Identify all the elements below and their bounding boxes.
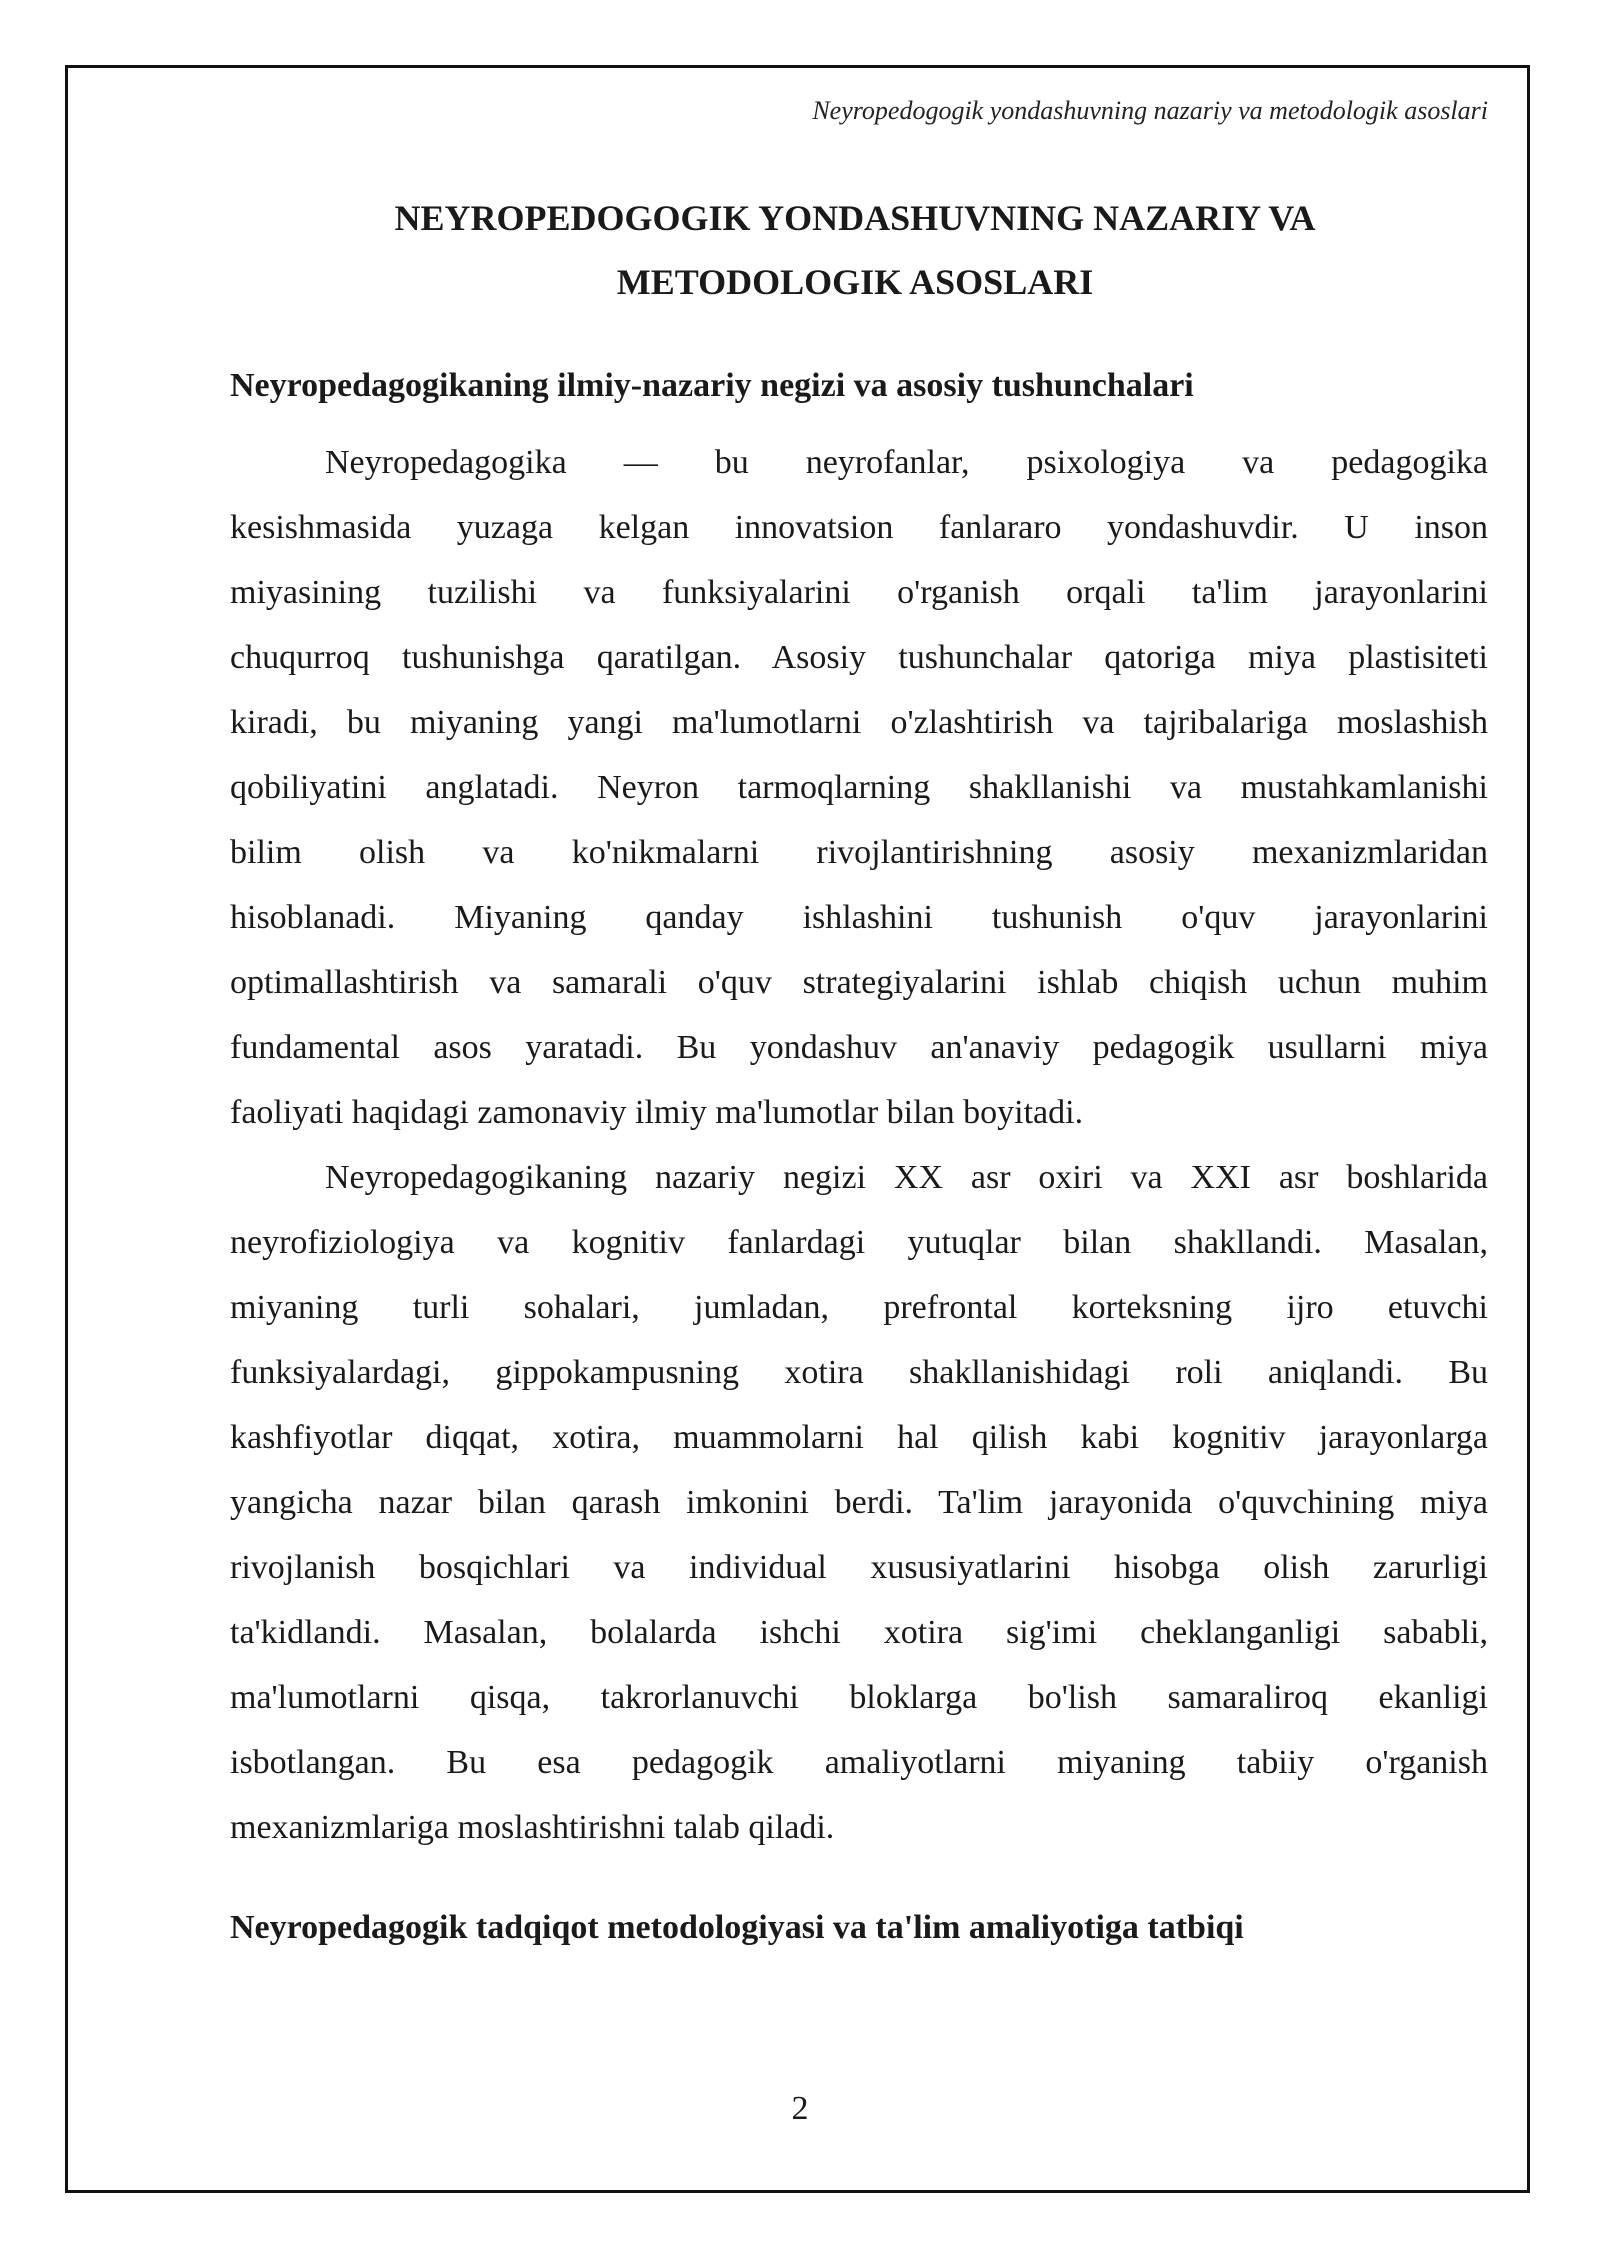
text-line: kashfiyotlar diqqat, xotira, muammolarni hal qilish kabi kognitiv jarayonlarga (230, 1419, 1488, 1456)
text-line: chuqurroq tushunishga qaratilgan. Asosiy tushunchalar qatoriga miya plastisiteti (230, 639, 1488, 676)
text-line: funksiyalardagi, gippokampusning xotira shakllanishidagi roli aniqlandi. Bu (230, 1354, 1488, 1391)
text-line: kiradi, bu miyaning yangi ma'lumotlarni o'zlashtirish va tajribalariga moslashish (230, 704, 1488, 741)
text-line: bilim olish va ko'nikmalarni rivojlantirishning asosiy mexanizmlaridan (230, 834, 1488, 871)
document-title-line-2: METODOLOGIK ASOSLARI (616, 262, 1094, 302)
text-line: Neyropedagogikaning nazariy negizi XX asr oxiri va XXI asr boshlarida (325, 1159, 1488, 1196)
text-line: ta'kidlandi. Masalan, bolalarda ishchi xotira sig'imi cheklanganligi sababli, (230, 1614, 1488, 1651)
text-line: qobiliyatini anglatadi. Neyron tarmoqlarning shakllanishi va mustahkamlanishi (230, 769, 1488, 806)
section-heading-1: Neyropedagogikaning ilmiy-nazariy negizi va asosiy tushunchalari (230, 367, 1194, 404)
text-line: yangicha nazar bilan qarash imkonini berdi. Ta'lim jarayonida o'quvchining miya (230, 1484, 1488, 1521)
text-line: fundamental asos yaratadi. Bu yondashuv an'anaviy pedagogik usullarni miya (230, 1029, 1488, 1066)
paragraph-2 (230, 1145, 1488, 1860)
page-number: 2 (791, 2090, 809, 2127)
paragraph-1 (230, 430, 1488, 1145)
text-line: kesishmasida yuzaga kelgan innovatsion fanlararo yondashuvdir. U inson (230, 509, 1488, 546)
text-line: optimallashtirish va samarali o'quv strategiyalarini ishlab chiqish uchun muhim (230, 964, 1488, 1001)
text-line: faoliyati haqidagi zamonaviy ilmiy ma'lumotlar bilan boyitadi. (230, 1094, 1084, 1131)
text-line: rivojlanish bosqichlari va individual xususiyatlarini hisobga olish zarurligi (230, 1549, 1488, 1586)
document-title (230, 186, 1480, 314)
text-line: isbotlangan. Bu esa pedagogik amaliyotlarni miyaning tabiiy o'rganish (230, 1744, 1488, 1781)
text-line: miyasining tuzilishi va funksiyalarini o'rganish orqali ta'lim jarayonlarini (230, 574, 1488, 611)
text-line: Neyropedagogika — bu neyrofanlar, psixologiya va pedagogika (325, 444, 1488, 481)
document-title-line-1: NEYROPEDOGOGIK YONDASHUVNING NAZARIY VA (394, 198, 1316, 238)
text-line: hisoblanadi. Miyaning qanday ishlashini tushunish o'quv jarayonlarini (230, 899, 1488, 936)
running-header: Neyropedogogik yondashuvning nazariy va metodologik asoslari (812, 96, 1488, 125)
text-line: neyrofiziologiya va kognitiv fanlardagi yutuqlar bilan shakllandi. Masalan, (230, 1224, 1488, 1261)
text-line: mexanizmlariga moslashtirishni talab qiladi. (230, 1809, 835, 1846)
text-line: miyaning turli sohalari, jumladan, prefrontal korteksning ijro etuvchi (230, 1289, 1488, 1326)
section-heading-2: Neyropedagogik tadqiqot metodologiyasi va ta'lim amaliyotiga tatbiqi (230, 1909, 1244, 1946)
text-line: ma'lumotlarni qisqa, takrorlanuvchi bloklarga bo'lish samaraliroq ekanligi (230, 1679, 1488, 1716)
